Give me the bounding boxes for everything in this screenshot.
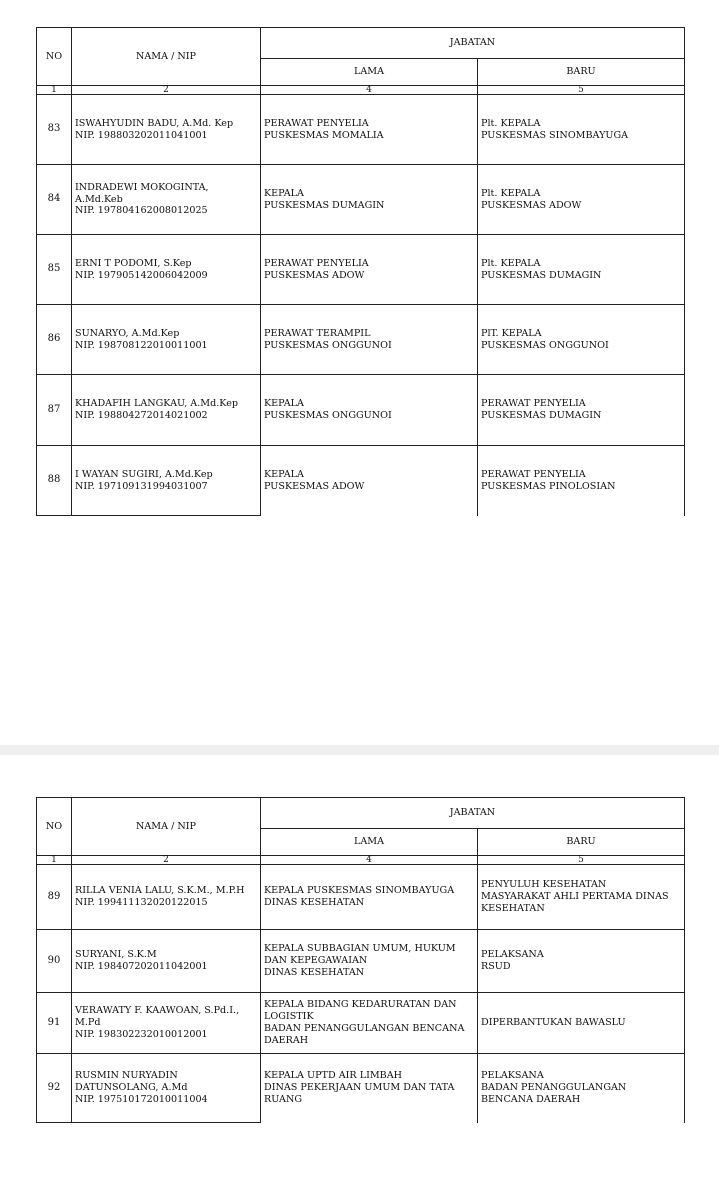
jabatan-baru-line: PUSKESMAS ONGGUNOI bbox=[481, 339, 609, 351]
jabatan-lama-line: BADAN PENANGGULANGAN BENCANA DAERAH bbox=[264, 1023, 465, 1046]
employee-nip: NIP. 197905142006042009 bbox=[75, 269, 208, 281]
jabatan-lama-line: PERAWAT TERAMPIL bbox=[264, 327, 371, 339]
table-row bbox=[37, 446, 685, 516]
jabatan-lama-line: PUSKESMAS DUMAGIN bbox=[264, 199, 385, 211]
column-index-row bbox=[37, 856, 685, 865]
index-baru: 5 bbox=[478, 86, 685, 95]
row-number: 90 bbox=[37, 930, 72, 993]
employee-name: RILLA VENIA LALU, S.K.M., M.P.H bbox=[75, 885, 245, 897]
table-row bbox=[37, 235, 685, 305]
jabatan-baru-cell bbox=[478, 930, 685, 993]
index-lama: 4 bbox=[261, 86, 478, 95]
jabatan-lama-cell bbox=[261, 930, 478, 993]
row-number: 83 bbox=[37, 95, 72, 165]
jabatan-baru-line: Plt. KEPALA bbox=[481, 257, 541, 269]
row-number: 86 bbox=[37, 305, 72, 375]
jabatan-lama-line: PERAWAT PENYELIA bbox=[264, 117, 369, 129]
jabatan-lama-cell bbox=[261, 375, 478, 446]
employee-name: KHADAFIH LANGKAU, A.Md.Kep bbox=[75, 398, 239, 410]
employee-name: I WAYAN SUGIRI, A.Md.Kep bbox=[75, 468, 213, 480]
row-number: 89 bbox=[37, 865, 72, 930]
row-number: 85 bbox=[37, 235, 72, 305]
jabatan-baru-line: PUSKESMAS DUMAGIN bbox=[481, 410, 602, 421]
jabatan-lama-line: KEPALA BIDANG KEDARURATAN DAN LOGISTIK bbox=[264, 999, 457, 1023]
employee-cell bbox=[72, 375, 261, 446]
header-jabatan: JABATAN bbox=[261, 28, 685, 59]
header-baru: BARU bbox=[478, 829, 685, 856]
jabatan-baru-cell bbox=[478, 165, 685, 235]
jabatan-baru-cell bbox=[478, 446, 685, 516]
jabatan-baru-cell bbox=[478, 375, 685, 446]
employee-cell bbox=[72, 865, 261, 930]
jabatan-table-page-2 bbox=[36, 797, 685, 1123]
jabatan-lama-cell bbox=[261, 993, 478, 1054]
jabatan-lama-cell bbox=[261, 235, 478, 305]
employee-cell bbox=[72, 95, 261, 165]
jabatan-baru-cell bbox=[478, 305, 685, 375]
jabatan-lama-line: PUSKESMAS ADOW bbox=[264, 269, 365, 281]
table-row bbox=[37, 865, 685, 930]
jabatan-baru-line: PELAKSANA bbox=[481, 1070, 544, 1082]
employee-name: RUSMIN NURYADIN DATUNSOLANG, A.Md bbox=[75, 1070, 188, 1093]
header-no: NO bbox=[37, 28, 72, 86]
employee-cell bbox=[72, 930, 261, 993]
header-nama-nip: NAMA / NIP bbox=[72, 28, 261, 86]
header-no: NO bbox=[37, 798, 72, 856]
employee-nip: NIP. 197510172010011004 bbox=[75, 1093, 208, 1105]
jabatan-lama-line: PUSKESMAS MOMALIA bbox=[264, 129, 384, 141]
index-no: 1 bbox=[37, 86, 72, 95]
table-row bbox=[37, 930, 685, 993]
jabatan-baru-line: DIPERBANTUKAN BAWASLU bbox=[481, 1017, 626, 1028]
row-number: 84 bbox=[37, 165, 72, 235]
jabatan-lama-cell bbox=[261, 95, 478, 165]
employee-cell bbox=[72, 993, 261, 1054]
table-row bbox=[37, 993, 685, 1054]
jabatan-lama-line: KEPALA SUBBAGIAN UMUM, HUKUM DAN KEPEGAWAIAN bbox=[264, 943, 456, 966]
employee-name: SURYANI, S.K.M bbox=[75, 949, 157, 961]
jabatan-lama-line: PERAWAT PENYELIA bbox=[264, 257, 369, 269]
employee-name: ISWAHYUDIN BADU, A.Md. Kep bbox=[75, 117, 234, 129]
table-body-page-2 bbox=[37, 865, 685, 1123]
header-baru: BARU bbox=[478, 59, 685, 86]
jabatan-lama-line: KEPALA bbox=[264, 468, 304, 480]
table-row bbox=[37, 375, 685, 446]
page-separator bbox=[0, 745, 719, 755]
employee-name: SUNARYO, A.Md.Kep bbox=[75, 327, 180, 339]
header-jabatan: JABATAN bbox=[261, 798, 685, 829]
jabatan-baru-line: PUSKESMAS SINOMBAYUGA bbox=[481, 129, 629, 141]
index-nama: 2 bbox=[72, 86, 261, 95]
employee-name: ERNI T PODOMI, S.Kep bbox=[75, 257, 192, 269]
row-number: 92 bbox=[37, 1054, 72, 1123]
jabatan-baru-cell bbox=[478, 235, 685, 305]
jabatan-lama-line: KEPALA UPTD AIR LIMBAH bbox=[264, 1070, 403, 1082]
jabatan-lama-line: KEPALA bbox=[264, 187, 304, 199]
jabatan-baru-line: PUSKESMAS ADOW bbox=[481, 199, 582, 211]
employee-cell bbox=[72, 165, 261, 235]
employee-nip: NIP. 198708122010011001 bbox=[75, 339, 208, 351]
employee-name: VERAWATY F. KAAWOAN, S.Pd.I., M.Pd bbox=[75, 1005, 240, 1028]
jabatan-lama-cell bbox=[261, 1054, 478, 1123]
jabatan-baru-line: PERAWAT PENYELIA bbox=[481, 398, 586, 410]
employee-cell bbox=[72, 446, 261, 516]
employee-nip: NIP. 198803202011041001 bbox=[75, 129, 208, 141]
jabatan-baru-line: RSUD bbox=[481, 961, 511, 972]
column-index-row bbox=[37, 86, 685, 95]
header-nama-nip: NAMA / NIP bbox=[72, 798, 261, 856]
header-lama: LAMA bbox=[261, 829, 478, 856]
jabatan-lama-cell bbox=[261, 305, 478, 375]
jabatan-baru-cell bbox=[478, 865, 685, 930]
jabatan-baru-line: PENYULUH KESEHATAN bbox=[481, 879, 607, 891]
employee-nip: NIP. 197804162008012025 bbox=[75, 205, 208, 217]
jabatan-lama-line: DINAS KESEHATAN bbox=[264, 897, 365, 908]
jabatan-baru-line: BADAN PENANGGULANGAN BENCANA DAERAH bbox=[481, 1082, 627, 1106]
jabatan-baru-cell bbox=[478, 1054, 685, 1123]
jabatan-baru-line: PELAKSANA bbox=[481, 949, 544, 961]
jabatan-baru-line: PERAWAT PENYELIA bbox=[481, 468, 586, 480]
employee-cell bbox=[72, 1054, 261, 1123]
header-lama: LAMA bbox=[261, 59, 478, 86]
row-number: 87 bbox=[37, 375, 72, 446]
table-body-page-1 bbox=[37, 95, 685, 516]
jabatan-lama-line: KEPALA bbox=[264, 398, 304, 410]
jabatan-baru-cell bbox=[478, 95, 685, 165]
row-number: 91 bbox=[37, 993, 72, 1054]
jabatan-lama-line: KEPALA PUSKESMAS SINOMBAYUGA bbox=[264, 885, 455, 897]
table-row bbox=[37, 305, 685, 375]
jabatan-baru-cell bbox=[478, 993, 685, 1054]
jabatan-baru-line: MASYARAKAT AHLI PERTAMA DINAS KESEHATAN bbox=[481, 891, 669, 914]
jabatan-lama-cell bbox=[261, 165, 478, 235]
employee-nip: NIP. 199411132020122015 bbox=[75, 897, 208, 908]
index-lama: 4 bbox=[261, 856, 478, 865]
employee-cell bbox=[72, 305, 261, 375]
jabatan-lama-line: PUSKESMAS ADOW bbox=[264, 480, 365, 492]
jabatan-lama-cell bbox=[261, 446, 478, 516]
employee-nip: NIP. 198407202011042001 bbox=[75, 961, 208, 972]
employee-cell bbox=[72, 235, 261, 305]
jabatan-baru-line: Plt. KEPALA bbox=[481, 187, 541, 199]
table-row bbox=[37, 95, 685, 165]
jabatan-baru-line: PUSKESMAS PINOLOSIAN bbox=[481, 480, 616, 492]
jabatan-lama-line: DINAS KESEHATAN bbox=[264, 966, 365, 978]
row-number: 88 bbox=[37, 446, 72, 516]
index-no: 1 bbox=[37, 856, 72, 865]
jabatan-lama-line: DINAS PEKERJAAN UMUM DAN TATA RUANG bbox=[264, 1082, 455, 1106]
jabatan-baru-line: PlT. KEPALA bbox=[481, 327, 542, 339]
jabatan-lama-cell bbox=[261, 865, 478, 930]
employee-nip: NIP. 198804272014021002 bbox=[75, 410, 208, 421]
employee-name: INDRADEWI MOKOGINTA, A.Md.Keb bbox=[75, 181, 209, 205]
index-baru: 5 bbox=[478, 856, 685, 865]
document-page-2 bbox=[0, 755, 719, 1195]
jabatan-lama-line: PUSKESMAS ONGGUNOI bbox=[264, 339, 392, 351]
table-row bbox=[37, 1054, 685, 1123]
employee-nip: NIP. 198302232010012001 bbox=[75, 1028, 208, 1040]
table-row bbox=[37, 165, 685, 235]
jabatan-table-page-1 bbox=[36, 27, 685, 516]
jabatan-baru-line: Plt. KEPALA bbox=[481, 117, 541, 129]
jabatan-lama-line: PUSKESMAS ONGGUNOI bbox=[264, 410, 392, 421]
index-nama: 2 bbox=[72, 856, 261, 865]
jabatan-baru-line: PUSKESMAS DUMAGIN bbox=[481, 269, 602, 281]
employee-nip: NIP. 197109131994031007 bbox=[75, 480, 208, 492]
